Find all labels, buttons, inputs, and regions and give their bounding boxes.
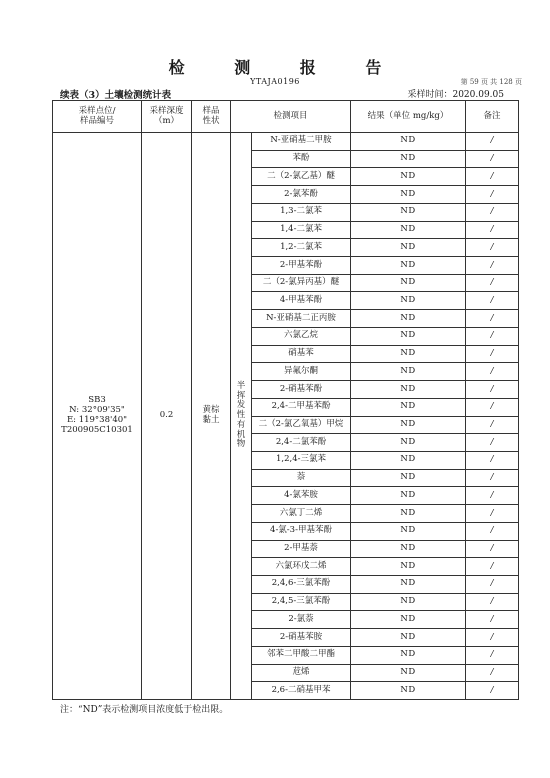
result-cell: ND xyxy=(351,575,466,593)
remark-cell: / xyxy=(466,487,519,505)
item-cell: 邻苯二甲酸二甲酯 xyxy=(252,646,351,664)
remark-cell: / xyxy=(466,221,519,239)
remark-cell: / xyxy=(466,186,519,204)
remark-cell: / xyxy=(466,416,519,434)
result-cell: ND xyxy=(351,327,466,345)
result-cell: ND xyxy=(351,310,466,328)
result-cell: ND xyxy=(351,646,466,664)
remark-cell: / xyxy=(466,257,519,275)
remark-cell: / xyxy=(466,133,519,151)
item-cell: 异氟尔酮 xyxy=(252,363,351,381)
result-cell: ND xyxy=(351,664,466,682)
page-title: 检 测 报 告 xyxy=(168,58,404,77)
header-item: 检测项目 xyxy=(231,101,351,133)
result-cell: ND xyxy=(351,274,466,292)
item-cell: 二（2-氯异丙基）醚 xyxy=(252,274,351,292)
item-cell: 2,4-二氯苯酚 xyxy=(252,434,351,452)
result-cell: ND xyxy=(351,469,466,487)
item-cell: 2,4,5-三氯苯酚 xyxy=(252,593,351,611)
result-cell: ND xyxy=(351,381,466,399)
remark-cell: / xyxy=(466,381,519,399)
item-cell: 二（2-氯乙基）醚 xyxy=(252,168,351,186)
item-cell: 1,2,4-三氯苯 xyxy=(252,451,351,469)
remark-cell: / xyxy=(466,274,519,292)
remark-cell: / xyxy=(466,682,519,700)
footnote: 注：“ND”表示检测项目浓度低于检出限。 xyxy=(60,705,229,715)
item-cell: 苯酚 xyxy=(252,150,351,168)
result-cell: ND xyxy=(351,221,466,239)
result-cell: ND xyxy=(351,416,466,434)
remark-cell: / xyxy=(466,451,519,469)
result-cell: ND xyxy=(351,522,466,540)
item-cell: 2-硝基苯酚 xyxy=(252,381,351,399)
result-cell: ND xyxy=(351,540,466,558)
remark-cell: / xyxy=(466,345,519,363)
header-remark: 备注 xyxy=(466,101,519,133)
item-cell: 2,4-二甲基苯酚 xyxy=(252,398,351,416)
sample-depth-cell: 0.2 xyxy=(142,133,192,700)
result-cell: ND xyxy=(351,257,466,275)
result-cell: ND xyxy=(351,434,466,452)
remark-cell: / xyxy=(466,327,519,345)
sample-point-cell: SB3 N: 32°09'35" E: 119°38'40" T200905C10301 xyxy=(53,133,142,700)
item-cell: 苊烯 xyxy=(252,664,351,682)
header-depth: 采样深度 （m） xyxy=(142,101,192,133)
result-cell: ND xyxy=(351,398,466,416)
sample-time: 采样时间：2020.09.05 xyxy=(407,90,504,100)
item-cell: 4-甲基苯酚 xyxy=(252,292,351,310)
table-row xyxy=(53,133,519,151)
item-cell: 4-氯-3-甲基苯酚 xyxy=(252,522,351,540)
result-cell: ND xyxy=(351,593,466,611)
remark-cell: / xyxy=(466,310,519,328)
remark-cell: / xyxy=(466,522,519,540)
result-cell: ND xyxy=(351,203,466,221)
remark-cell: / xyxy=(466,558,519,576)
item-cell: 2-甲基苯酚 xyxy=(252,257,351,275)
header-result: 结果（单位 mg/kg） xyxy=(351,101,466,133)
remark-cell: / xyxy=(466,505,519,523)
remark-cell: / xyxy=(466,629,519,647)
item-cell: 六氯乙烷 xyxy=(252,327,351,345)
item-cell: N-亚硝基二甲胺 xyxy=(252,133,351,151)
remark-cell: / xyxy=(466,168,519,186)
remark-cell: / xyxy=(466,540,519,558)
result-cell: ND xyxy=(351,363,466,381)
report-number: YTAJA0196 xyxy=(250,77,300,86)
remark-cell: / xyxy=(466,664,519,682)
remark-cell: / xyxy=(466,646,519,664)
table-caption: 续表（3）土壤检测统计表 xyxy=(60,90,172,101)
remark-cell: / xyxy=(466,593,519,611)
result-cell: ND xyxy=(351,451,466,469)
remark-cell: / xyxy=(466,292,519,310)
remark-cell: / xyxy=(466,203,519,221)
category-cell: 半 挥 发 性 有 机 物 xyxy=(231,133,252,700)
item-cell: 1,2-二氯苯 xyxy=(252,239,351,257)
item-cell: 硝基苯 xyxy=(252,345,351,363)
result-cell: ND xyxy=(351,487,466,505)
page-number: 第 59 页 共 128 页 xyxy=(460,78,522,86)
remark-cell: / xyxy=(466,150,519,168)
item-cell: 2-氯苯酚 xyxy=(252,186,351,204)
item-cell: 2,6-二硝基甲苯 xyxy=(252,682,351,700)
remark-cell: / xyxy=(466,434,519,452)
result-cell: ND xyxy=(351,168,466,186)
result-cell: ND xyxy=(351,558,466,576)
item-cell: 4-氯苯胺 xyxy=(252,487,351,505)
table-header-row xyxy=(53,101,519,133)
remark-cell: / xyxy=(466,239,519,257)
item-cell: 1,4-二氯苯 xyxy=(252,221,351,239)
sample-nature-cell: 黄棕 黏土 xyxy=(192,133,231,700)
remark-cell: / xyxy=(466,469,519,487)
result-cell: ND xyxy=(351,505,466,523)
result-cell: ND xyxy=(351,345,466,363)
result-cell: ND xyxy=(351,629,466,647)
result-cell: ND xyxy=(351,292,466,310)
item-cell: 2-硝基苯胺 xyxy=(252,629,351,647)
result-cell: ND xyxy=(351,611,466,629)
item-cell: 萘 xyxy=(252,469,351,487)
item-cell: N-亚硝基二正丙胺 xyxy=(252,310,351,328)
result-cell: ND xyxy=(351,150,466,168)
result-cell: ND xyxy=(351,186,466,204)
item-cell: 1,3-二氯苯 xyxy=(252,203,351,221)
header-point: 采样点位/ 样品编号 xyxy=(53,101,142,133)
results-table xyxy=(52,100,519,700)
remark-cell: / xyxy=(466,398,519,416)
result-cell: ND xyxy=(351,239,466,257)
item-cell: 2-氯萘 xyxy=(252,611,351,629)
item-cell: 六氯环戊二烯 xyxy=(252,558,351,576)
result-cell: ND xyxy=(351,133,466,151)
item-cell: 2,4,6-三氯苯酚 xyxy=(252,575,351,593)
result-cell: ND xyxy=(351,682,466,700)
item-cell: 六氯丁二烯 xyxy=(252,505,351,523)
item-cell: 二（2-氯乙氧基）甲烷 xyxy=(252,416,351,434)
remark-cell: / xyxy=(466,611,519,629)
results-body xyxy=(53,133,519,700)
item-cell: 2-甲基萘 xyxy=(252,540,351,558)
header-nature: 样品 性状 xyxy=(192,101,231,133)
remark-cell: / xyxy=(466,363,519,381)
remark-cell: / xyxy=(466,575,519,593)
